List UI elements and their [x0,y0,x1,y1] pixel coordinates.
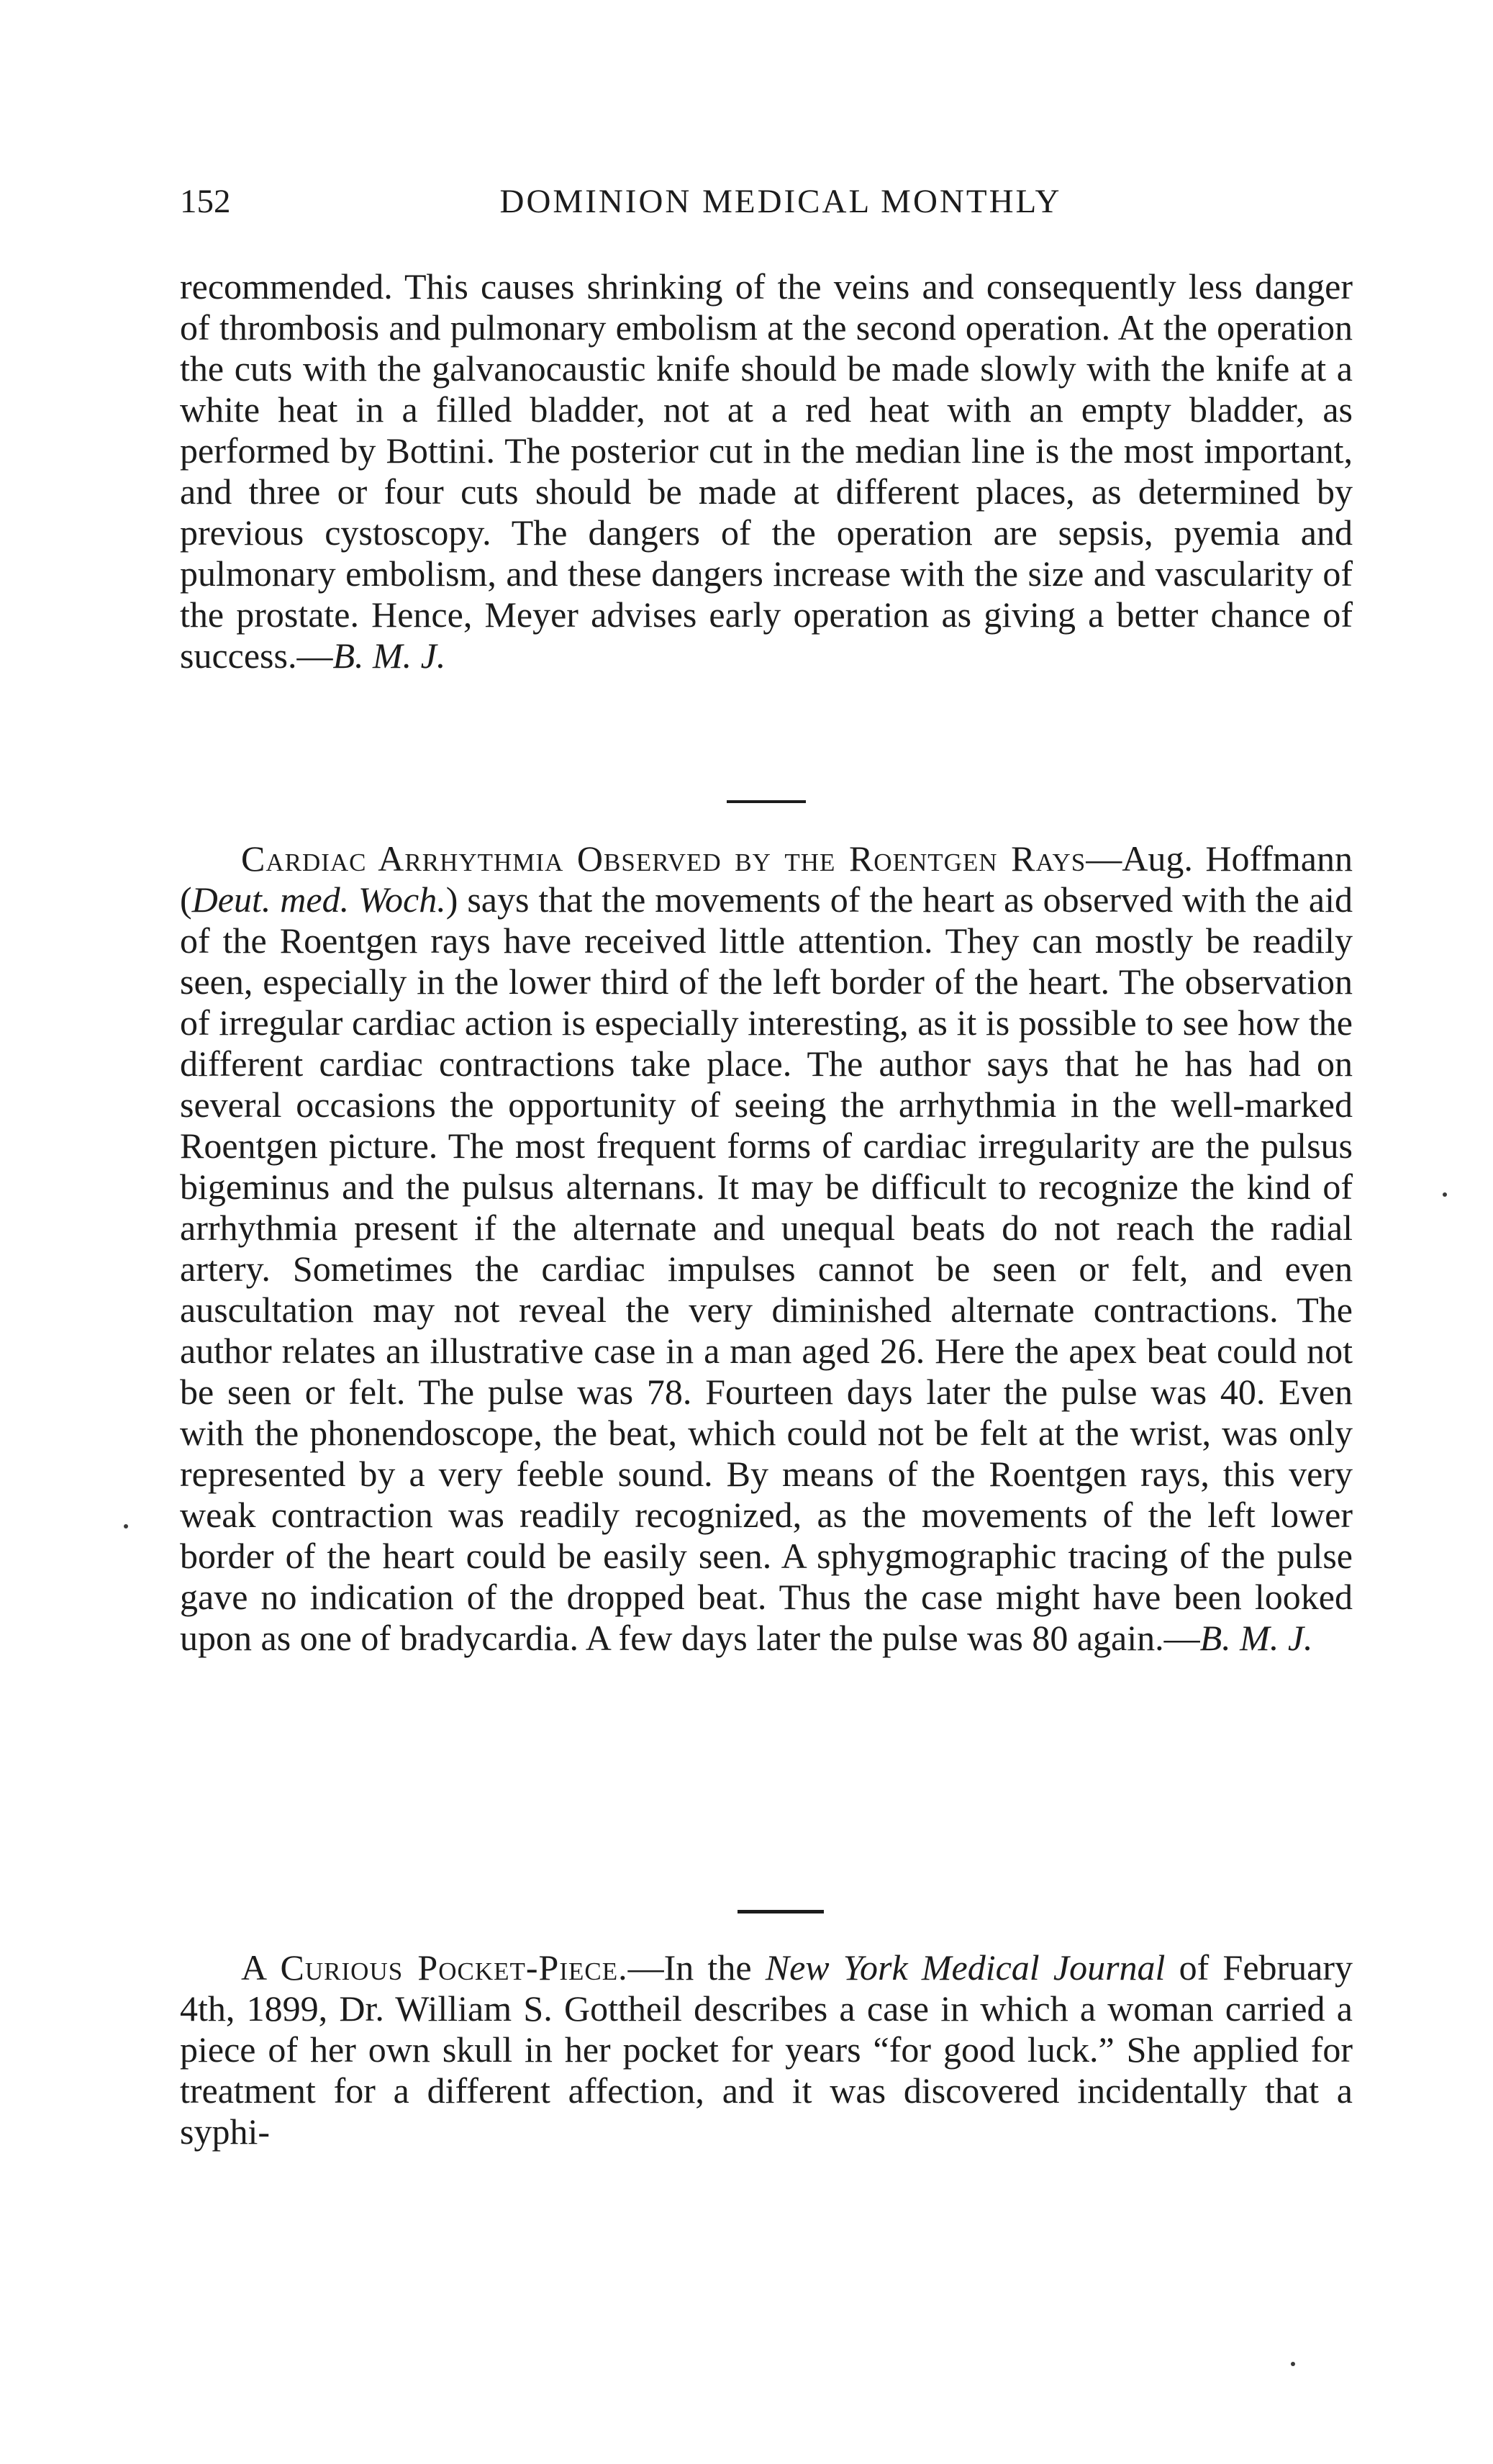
running-head [180,180,1353,223]
paragraph-curious-pocket-piece [180,1947,1353,2152]
paragraph-text: of February 4th, 1899, Dr. William S. Gottheil describes a case in which a woman carried a piece of her own skull in her pocket for years “for good luck.” She applied for treatment for a different affection, and it was discovered incidentally that a syphi- [180,1947,1353,2152]
article-lead: —Aug. Hoffmann ( [180,838,1353,920]
article-lead: —In the [627,1947,766,1988]
section-divider [738,1910,824,1913]
journal-title: DOMINION MEDICAL MONTHLY [499,183,1062,220]
paragraph-text: recommended. This causes shrinking of the veins and consequently less danger of thrombosis and pulmonary embolism at the second operation. At the operation the cuts with the galvanocaustic knife should be made slowly with the knife at a white heat in a filled bladder, not at a red heat with an empty bladder, as performed by Bottini. The posterior cut in the median line is the most important, and three or four cuts should be made at different places, as determined by previous cystoscopy. The dangers of the operation are sepsis, pyemia and pulmonary embolism, and these dangers increase with the size and vascularity of the prostate. Hence, Meyer advises early operation as giving a better chance of success.— [180,266,1353,676]
margin-speck [1291,2362,1295,2366]
paragraph-cardiac-arrhythmia [180,838,1353,1659]
source-citation: B. M. J. [1199,1618,1313,1658]
paragraph-prostate-operation [180,266,1353,676]
journal-citation: New York Medical Journal [765,1947,1166,1988]
journal-citation: Deut. med. Woch. [191,879,446,920]
article-cardiac-arrhythmia [180,838,1353,1659]
section-divider [727,800,806,803]
page-number: 152 [180,183,231,220]
article-heading: A Curious Pocket-Piece. [241,1947,628,1988]
paragraph-text: ) says that the movements of the heart as observed with the aid of the Roentgen rays have received little attention. They can mostly be readily seen, especially in the lower third of the left border of the heart. The observation of irregular cardiac action is especially interesting, as it is possible to see how the different cardiac contractions take place. The author says that he has had on several occasions the opportunity of seeing the arrhythmia in the well-marked Roentgen picture. The most frequent forms of cardiac irregularity are the pulsus bigeminus and the pulsus alternans. It may be difficult to recognize the kind of arrhythmia present if the alternate and unequal beats do not reach the radial artery. Sometimes the cardiac impulses cannot be seen or felt, and even auscultation may not reveal the very diminished alternate contractions. The author relates an illustrative case in a man aged 26. Here the apex beat could not be seen or felt. The pulse was 78. Fourteen days later the pulse was 40. Even with the phonendoscope, the beat, which could not be felt at the wrist, was only represented by a very feeble sound. By means of the Roentgen rays, this very weak contraction was readily recognized, as the movements of the left lower border of the heart could be easily seen. A sphygmographic tracing of the pulse gave no indication of the dropped beat. Thus the case might have been looked upon as one of bradycardia. A few days later the pulse was 80 again.— [180,879,1353,1658]
article-curious-pocket-piece [180,1947,1353,2152]
article-heading: Cardiac Arrhythmia Observed by the Roentgen Rays [241,838,1086,879]
margin-speck [124,1524,128,1528]
margin-speck [1443,1192,1447,1197]
source-citation: B. M. J. [332,635,446,676]
continued-paragraph [180,266,1353,676]
